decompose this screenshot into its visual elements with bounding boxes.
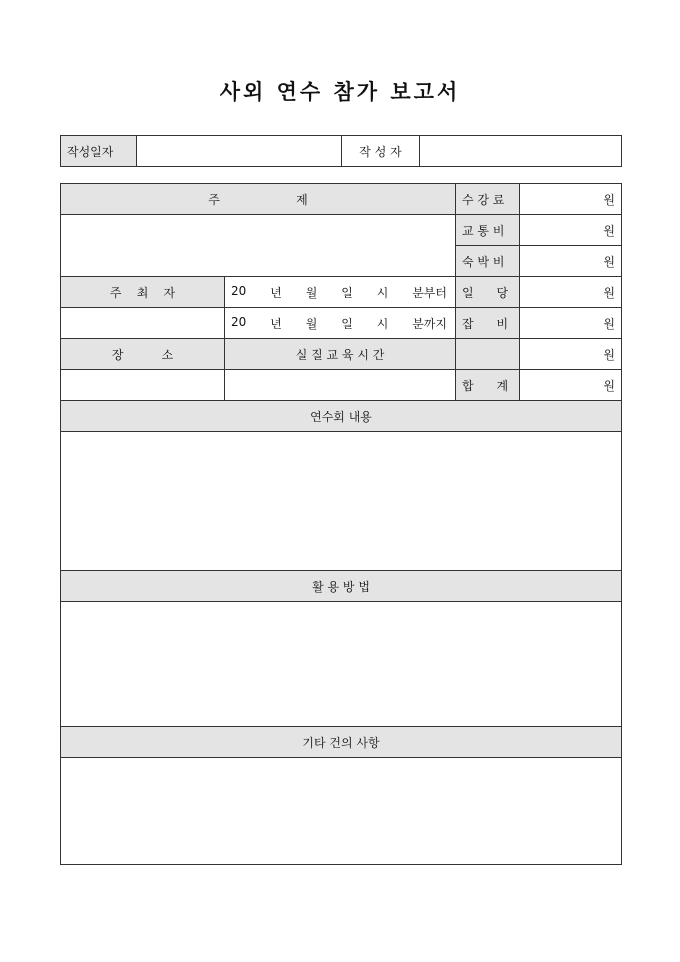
date-from-month: 월 <box>305 285 318 300</box>
date-to-month: 월 <box>305 316 318 331</box>
tuition-label: 수 강 료 <box>456 184 520 215</box>
etc-label: 기타 건의 사항 <box>61 727 622 758</box>
transport-field[interactable]: 원 <box>520 215 622 246</box>
date-label: 작성일자 <box>61 136 137 167</box>
etc-field[interactable] <box>61 758 622 865</box>
lodging-label: 숙 박 비 <box>456 246 520 277</box>
subject-field[interactable] <box>61 215 456 277</box>
date-from-year: 20 <box>231 283 247 298</box>
content-label: 연수회 내용 <box>61 401 622 432</box>
date-to-day: 일 <box>341 316 353 331</box>
date-from-minute: 분부터 <box>412 285 447 300</box>
date-from-day: 일 <box>341 285 353 300</box>
total-field[interactable]: 원 <box>520 370 622 401</box>
date-to-minute: 분까지 <box>412 316 447 331</box>
page-title: 사외 연수 참가 보고서 <box>219 79 461 104</box>
content-field[interactable] <box>61 432 622 571</box>
transport-label: 교 통 비 <box>456 215 520 246</box>
author-field[interactable] <box>420 136 622 167</box>
misc-label: 잡 비 <box>456 308 520 339</box>
date-to-year-unit: 년 <box>270 316 282 331</box>
usage-field[interactable] <box>61 602 622 727</box>
date-field[interactable] <box>137 136 342 167</box>
lodging-field[interactable]: 원 <box>520 246 622 277</box>
author-label: 작 성 자 <box>342 136 420 167</box>
host-field[interactable] <box>61 308 225 339</box>
extra-fee-field[interactable]: 원 <box>520 339 622 370</box>
usage-label: 활 용 방 법 <box>61 571 622 602</box>
date-from-field[interactable] <box>225 277 456 308</box>
header-table <box>60 135 622 167</box>
place-field[interactable] <box>61 370 225 401</box>
tuition-field[interactable]: 원 <box>520 184 622 215</box>
hours-label: 실 질 교 육 시 간 <box>225 339 456 370</box>
place-label: 장 소 <box>61 339 225 370</box>
date-to-hour: 시 <box>376 316 389 331</box>
daily-label: 일 당 <box>456 277 520 308</box>
subject-label: 주 제 <box>61 184 456 215</box>
hours-field[interactable] <box>225 370 456 401</box>
date-from-year-unit: 년 <box>270 285 282 300</box>
extra-fee-label <box>456 339 520 370</box>
total-label: 합 계 <box>456 370 520 401</box>
date-to-year: 20 <box>231 314 247 329</box>
date-to-field[interactable] <box>225 308 456 339</box>
misc-field[interactable]: 원 <box>520 308 622 339</box>
report-table <box>60 183 622 865</box>
date-from-hour: 시 <box>376 285 389 300</box>
daily-field[interactable]: 원 <box>520 277 622 308</box>
host-label: 주 최 자 <box>61 277 225 308</box>
